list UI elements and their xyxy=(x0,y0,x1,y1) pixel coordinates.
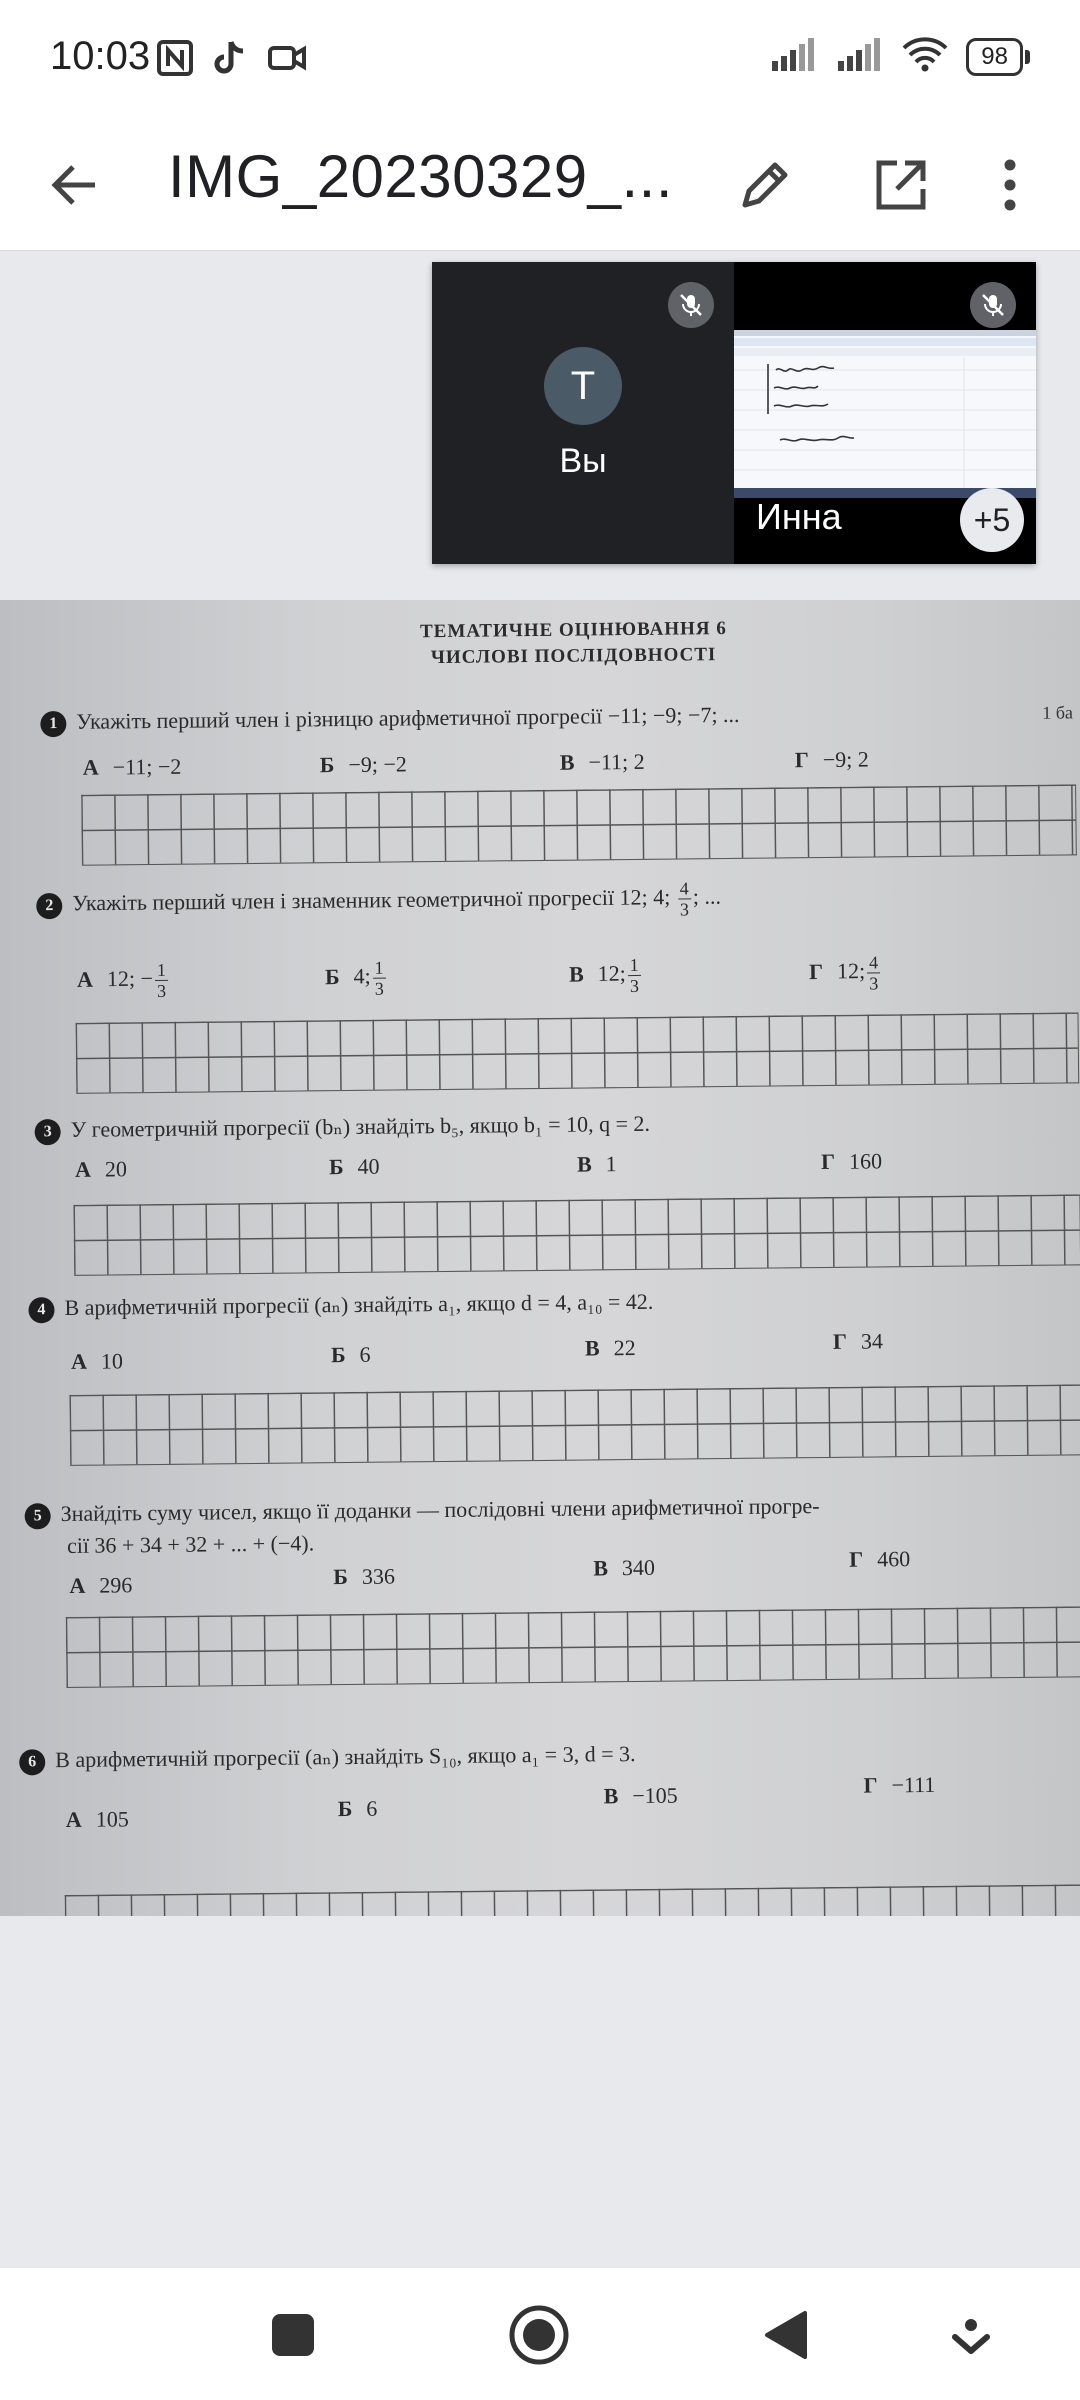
option-4d: Г 34 xyxy=(832,1328,884,1354)
mic-off-icon xyxy=(970,282,1016,328)
signal-icon xyxy=(770,37,818,76)
back-button[interactable] xyxy=(40,150,110,220)
option-5b: Б 336 xyxy=(333,1563,396,1590)
doc-subheading: ЧИСЛОВІ ПОСЛІДОВНОСТІ xyxy=(430,644,717,669)
doc-heading: ТЕМАТИЧНЕ ОЦІНЮВАННЯ 6 xyxy=(419,618,727,643)
open-external-icon xyxy=(873,157,929,213)
option-5a: А 296 xyxy=(69,1572,133,1598)
participant-video-tile[interactable] xyxy=(734,262,1036,564)
option-1b: Б −9; −2 xyxy=(319,751,407,778)
screen-share-thumbnail xyxy=(734,330,1036,498)
video-call-overlay[interactable] xyxy=(432,262,1036,564)
option-2a: А 12; − $\frac{1}{3}$ xyxy=(76,959,167,1001)
assistant-icon xyxy=(951,2315,991,2355)
wifi-icon xyxy=(902,36,948,77)
worksheet-image xyxy=(0,600,1080,1916)
answer-grid xyxy=(81,784,1077,865)
answer-grid xyxy=(69,1384,1080,1466)
option-3b: Б 40 xyxy=(328,1153,380,1180)
self-video-tile[interactable] xyxy=(432,262,734,564)
option-3a: А 20 xyxy=(74,1156,128,1182)
mic-off-icon xyxy=(668,282,714,328)
photo-viewer[interactable] xyxy=(0,600,1080,1916)
option-3d: Г 160 xyxy=(820,1148,883,1175)
avatar: T xyxy=(544,347,622,425)
option-1c: В −11; 2 xyxy=(559,748,645,775)
option-2d: Г 12; $\frac{4}{3}$ xyxy=(808,952,879,994)
question-6: 6 В арифметичній прогресії (aₙ) знайдіть S₁₀, якщо a₁ = 3, d = 3. xyxy=(19,1741,636,1775)
assistant-button[interactable] xyxy=(936,2300,1006,2370)
battery-level: 98 xyxy=(966,38,1023,76)
option-4c: В 22 xyxy=(584,1335,636,1361)
pencil-icon xyxy=(737,157,793,213)
system-nav-bar xyxy=(0,2268,1080,2400)
video-icon xyxy=(267,38,307,83)
status-icons-left xyxy=(155,38,307,83)
more-options-button[interactable] xyxy=(985,150,1035,220)
answer-grid xyxy=(76,1012,1080,1093)
signal-icon xyxy=(836,37,884,76)
home-button[interactable] xyxy=(504,2300,574,2370)
option-5d: Г 460 xyxy=(849,1546,911,1572)
question-1: 1 Укажіть перший член і різницю арифметичної прогресії −11; −9; −7; ... xyxy=(40,702,739,737)
tiktok-icon xyxy=(213,38,249,83)
home-circle-icon xyxy=(508,2304,570,2366)
status-bar xyxy=(0,0,1080,120)
question-2: 2 Укажіть перший член і знаменник геометричної прогресії 12; 4; $\frac{4}{3}$ ; ... xyxy=(36,878,721,926)
option-1a: А −11; −2 xyxy=(82,753,182,780)
file-title: IMG_20230329_... xyxy=(168,143,674,210)
option-5c: В 340 xyxy=(593,1554,656,1581)
answer-grid xyxy=(73,1194,1080,1276)
option-6d: Г −111 xyxy=(863,1771,936,1798)
answer-grid xyxy=(66,1606,1080,1688)
option-4a: А 10 xyxy=(70,1348,124,1374)
option-6b: Б 6 xyxy=(337,1795,378,1822)
back-triangle-icon xyxy=(761,2309,809,2361)
recents-square-icon xyxy=(270,2312,316,2358)
option-6c: В −105 xyxy=(603,1782,678,1809)
option-4b: Б 6 xyxy=(330,1341,371,1368)
back-nav-button[interactable] xyxy=(750,2300,820,2370)
more-vert-icon xyxy=(1003,157,1017,213)
option-2c: В 12; $\frac{1}{3}$ xyxy=(568,954,640,997)
participant-name: Инна xyxy=(756,496,842,537)
more-participants-badge[interactable]: +5 xyxy=(960,488,1024,552)
option-1d: Г −9; 2 xyxy=(794,746,869,773)
app-toolbar xyxy=(0,120,1080,251)
open-external-button[interactable] xyxy=(866,150,936,220)
question-5: 5 Знайдіть суму чисел, якщо її доданки — послідовні члени арифметичної прогре- xyxy=(25,1493,820,1529)
points-note: 1 ба xyxy=(1042,702,1074,723)
status-icons-right xyxy=(770,36,1030,77)
battery-icon xyxy=(966,38,1030,76)
nfc-icon xyxy=(155,38,195,83)
question-3: 3 У геометричній прогресії (bₙ) знайдіть b₅, якщо b₁ = 10, q = 2. xyxy=(34,1111,650,1145)
status-time: 10:03 xyxy=(50,34,151,78)
answer-grid xyxy=(65,1884,1080,1916)
back-arrow-icon xyxy=(49,159,101,211)
question-4: 4 В арифметичній прогресії (aₙ) знайдіть a₁, якщо d = 4, a₁₀ = 42. xyxy=(28,1289,653,1323)
option-3c: В 1 xyxy=(576,1151,617,1177)
option-6a: А 105 xyxy=(65,1806,129,1832)
recents-button[interactable] xyxy=(258,2300,328,2370)
option-2b: Б 4; $\frac{1}{3}$ xyxy=(324,957,384,999)
edit-button[interactable] xyxy=(730,150,800,220)
self-participant-name: Вы xyxy=(559,442,607,480)
question-5-line2: сії 36 + 34 + 32 + ... + (−4). xyxy=(66,1530,315,1558)
